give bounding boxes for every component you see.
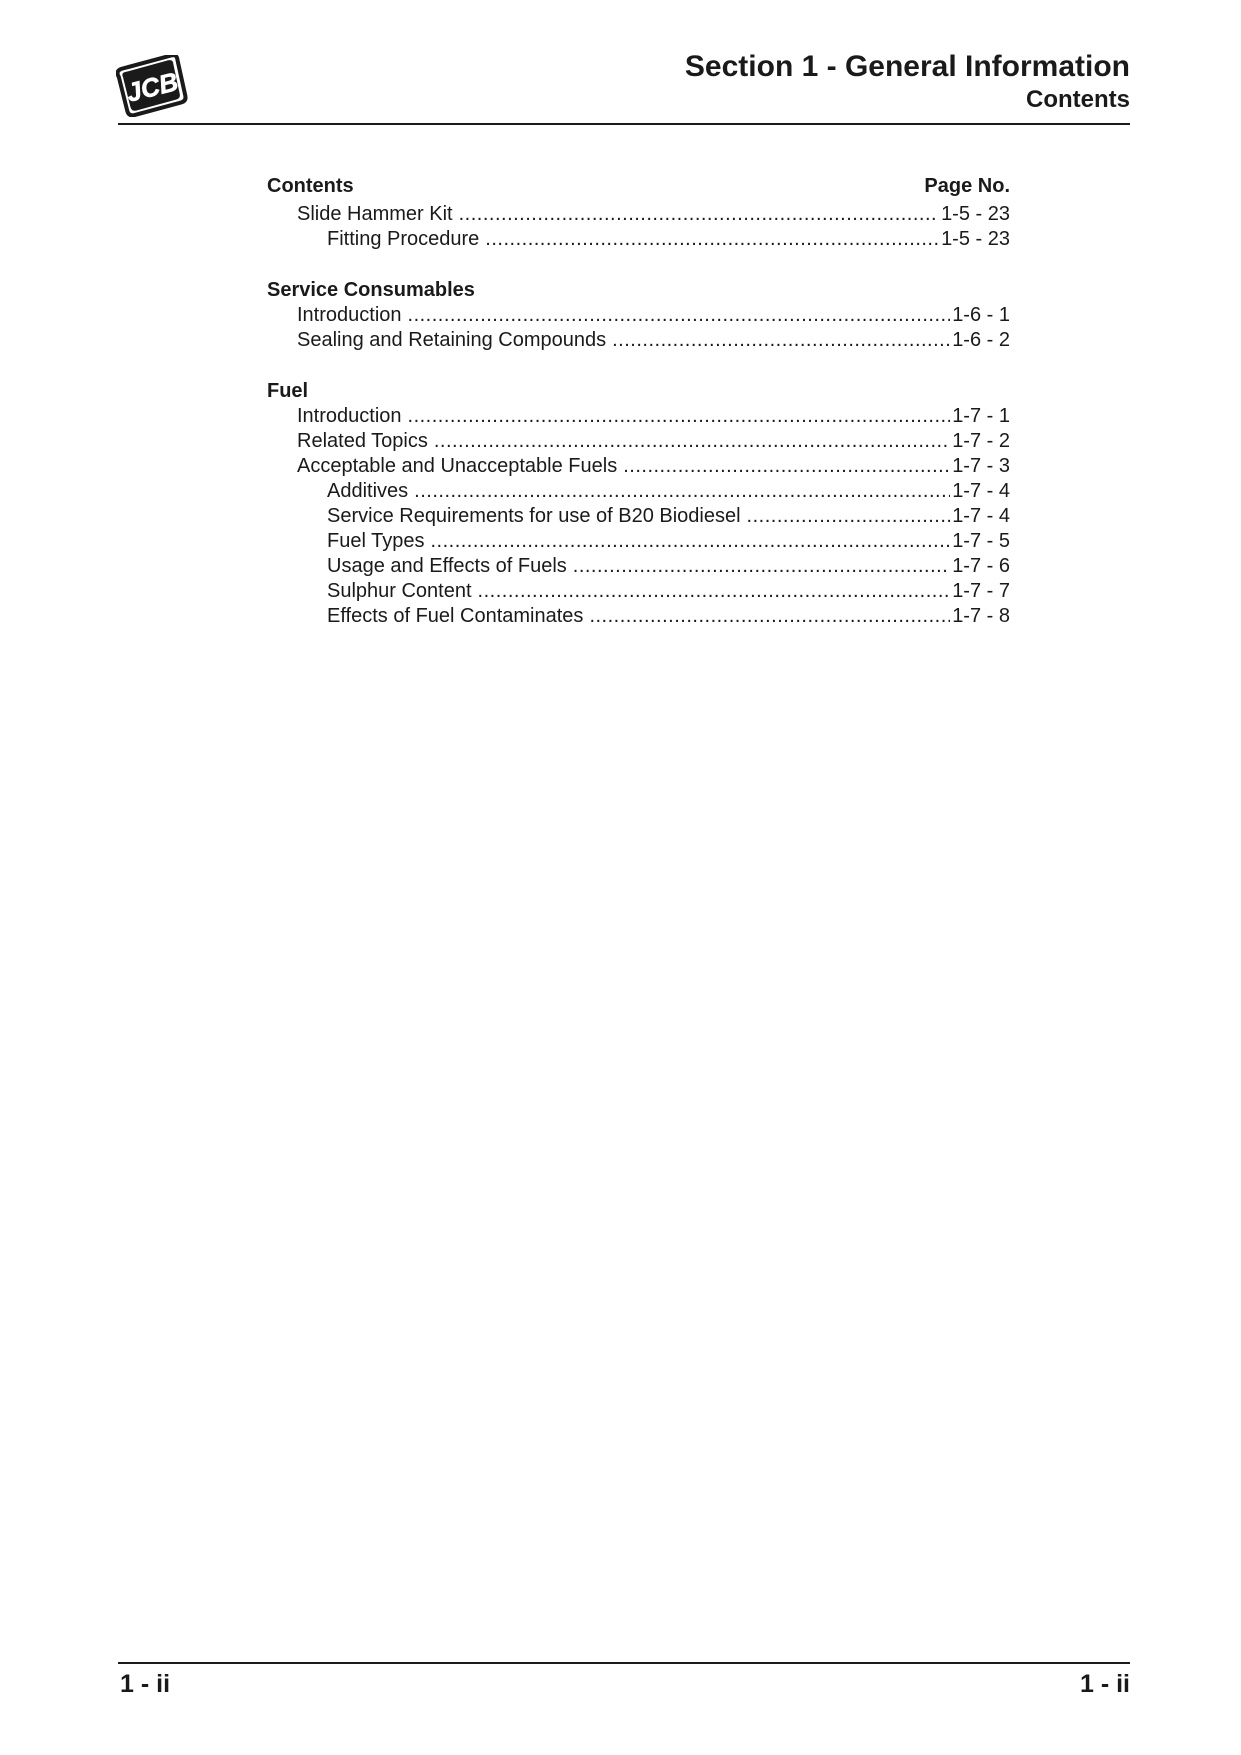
toc-entry[interactable]	[267, 529, 1010, 554]
footer-page-number-left: 1 - ii	[120, 1670, 171, 1698]
toc-dot-leader	[414, 479, 950, 504]
toc-group-title: Fuel	[267, 380, 309, 402]
toc-page-heading: Page No.	[924, 175, 1010, 197]
toc-entry-page: 1-6 - 1	[952, 304, 1010, 326]
toc-entry-label: Introduction	[297, 405, 402, 427]
toc-entry[interactable]	[267, 479, 1010, 504]
toc-dot-leader	[408, 303, 951, 328]
toc-entry[interactable]	[267, 202, 1010, 227]
toc-entry-page: 1-7 - 1	[952, 405, 1010, 427]
toc-entry-label: Additives	[327, 480, 409, 502]
toc-entry-page: 1-7 - 6	[952, 555, 1010, 577]
toc-entry[interactable]	[267, 554, 1010, 579]
svg-text:JCB: JCB	[123, 66, 182, 108]
toc-entry-label: Sulphur Content	[327, 580, 472, 602]
toc-entry-label: Fuel Types	[327, 530, 425, 552]
toc-entry[interactable]	[267, 328, 1010, 353]
toc-group	[267, 202, 1010, 252]
toc-entry-page: 1-7 - 7	[952, 580, 1010, 602]
toc-entry[interactable]	[267, 303, 1010, 328]
header-divider	[118, 123, 1130, 125]
toc-entry-label: Acceptable and Unacceptable Fuels	[297, 455, 618, 477]
toc-entry-page: 1-5 - 23	[941, 228, 1010, 250]
toc-dot-leader	[485, 227, 939, 252]
toc-group	[267, 379, 1010, 629]
toc-entry-label: Usage and Effects of Fuels	[327, 555, 567, 577]
toc-entry[interactable]	[267, 504, 1010, 529]
toc-entry-page: 1-7 - 4	[952, 505, 1010, 527]
toc-entry-page: 1-7 - 2	[952, 430, 1010, 452]
toc-dot-leader	[589, 604, 950, 629]
toc-entry-label: Effects of Fuel Contaminates	[327, 605, 584, 627]
toc-dot-leader	[434, 429, 950, 454]
toc-entry[interactable]	[267, 429, 1010, 454]
toc-entry-label: Service Requirements for use of B20 Biodiesel	[327, 505, 741, 527]
toc-group-title: Service Consumables	[267, 279, 475, 301]
footer-divider	[118, 1662, 1130, 1664]
toc-dot-leader	[747, 504, 951, 529]
toc-entry[interactable]	[267, 404, 1010, 429]
toc-entry-label: Sealing and Retaining Compounds	[297, 329, 607, 351]
toc-entry-page: 1-5 - 23	[941, 203, 1010, 225]
toc-dot-leader	[408, 404, 951, 429]
toc-entry[interactable]	[267, 604, 1010, 629]
toc-entry-page: 1-6 - 2	[952, 329, 1010, 351]
toc-dot-leader	[623, 454, 950, 479]
toc-entry-label: Related Topics	[297, 430, 428, 452]
toc-entry-label: Fitting Procedure	[327, 228, 480, 250]
page-subtitle: Contents	[1026, 86, 1130, 113]
table-of-contents	[267, 171, 1010, 629]
toc-dot-leader	[459, 202, 939, 227]
toc-dot-leader	[612, 328, 950, 353]
toc-dot-leader	[573, 554, 950, 579]
toc-entry[interactable]	[267, 454, 1010, 479]
toc-entry-page: 1-7 - 5	[952, 530, 1010, 552]
toc-entry-label: Slide Hammer Kit	[297, 203, 453, 225]
page-title: Section 1 - General Information	[684, 50, 1130, 83]
toc-entry-page: 1-7 - 4	[952, 480, 1010, 502]
toc-groups	[267, 202, 1010, 629]
toc-entry[interactable]	[267, 579, 1010, 604]
toc-dot-leader	[430, 529, 950, 554]
jcb-logo	[116, 55, 188, 117]
toc-heading: Contents	[267, 175, 354, 197]
footer-page-number-right: 1 - ii	[1079, 1670, 1130, 1698]
toc-entry-page: 1-7 - 3	[952, 455, 1010, 477]
toc-entry-label: Introduction	[297, 304, 402, 326]
toc-dot-leader	[478, 579, 951, 604]
toc-header	[267, 171, 1010, 202]
toc-entry-page: 1-7 - 8	[952, 605, 1010, 627]
toc-entry[interactable]	[267, 227, 1010, 252]
toc-group	[267, 278, 1010, 353]
